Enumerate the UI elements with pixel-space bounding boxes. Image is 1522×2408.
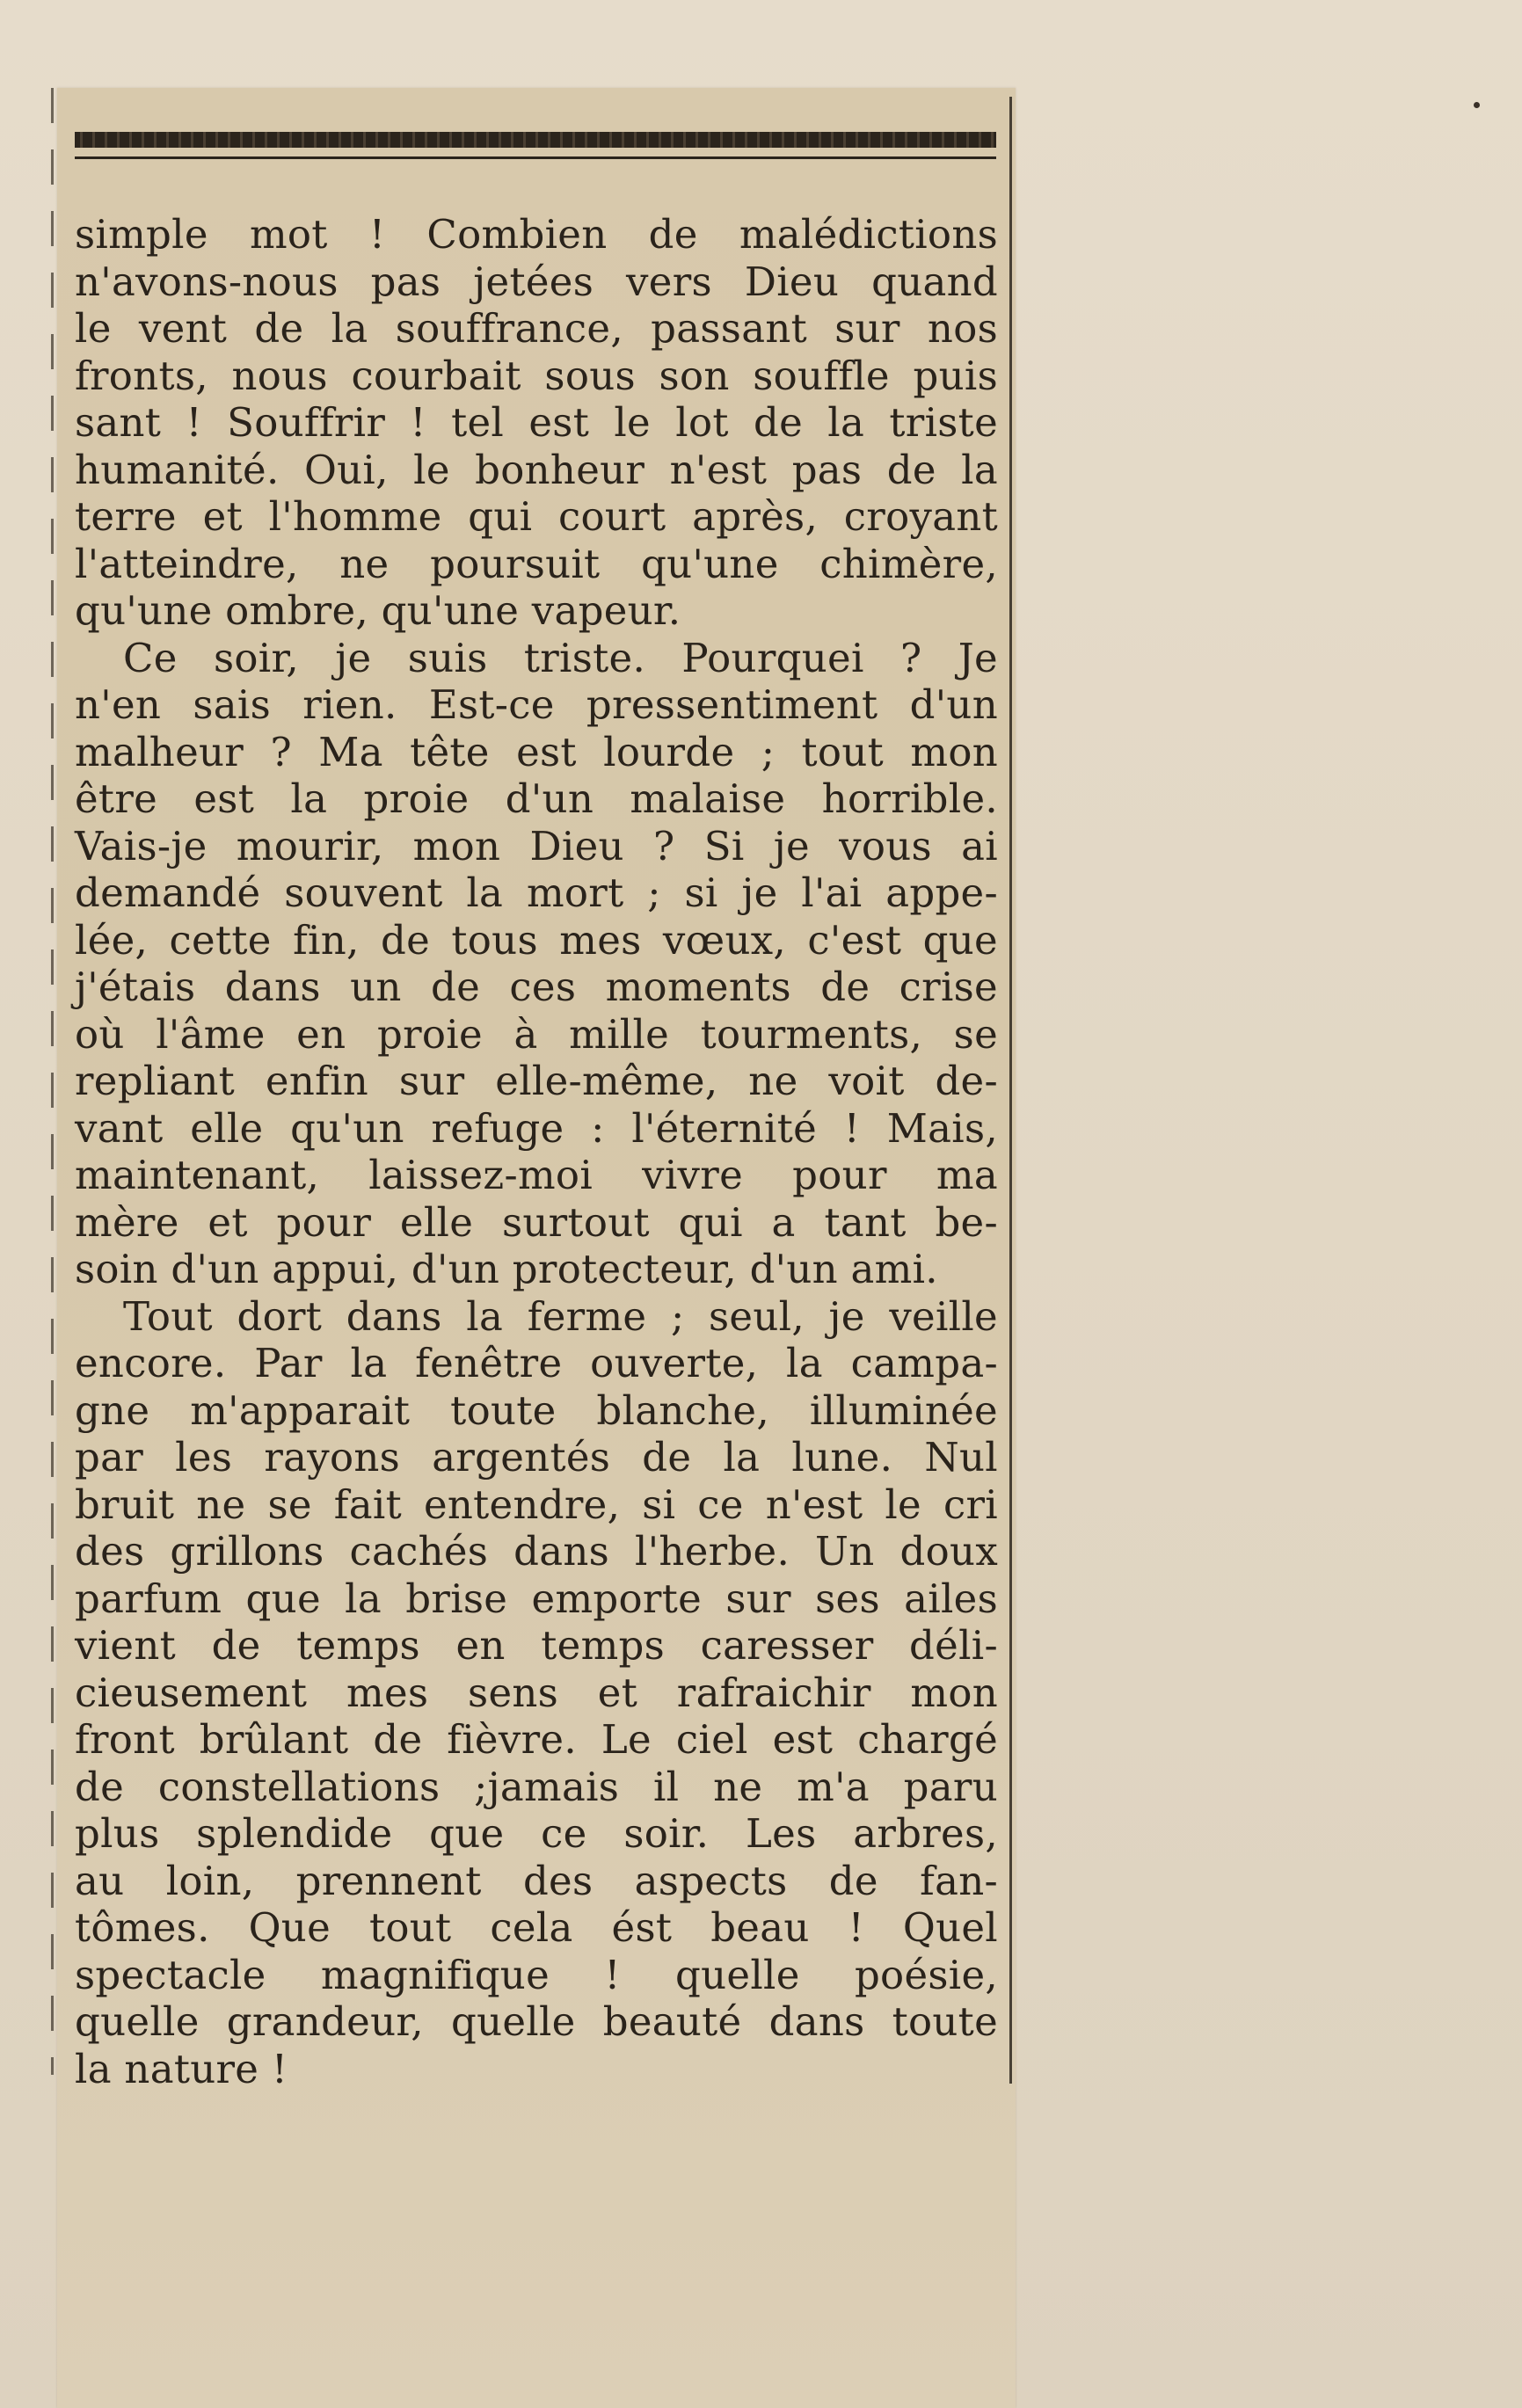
text-line: n'en sais rien. Est-ce pressentiment d'un xyxy=(75,681,998,728)
text-line: par les rayons argentés de la lune. Nul xyxy=(75,1434,998,1480)
text-line: le vent de la souffrance, passant sur nos xyxy=(75,305,998,352)
text-line: humanité. Oui, le bonheur n'est pas de la xyxy=(75,446,998,493)
text-line: n'avons-nous pas jetées vers Dieu quand xyxy=(75,258,998,305)
text-line: plus splendide que ce soir. Les arbres, xyxy=(75,1810,998,1857)
text-line: parfum que la brise emporte sur ses ailes xyxy=(75,1575,998,1622)
text-line: simple mot ! Combien de malédictions xyxy=(75,211,998,258)
text-line: l'atteindre, ne poursuit qu'une chimère, xyxy=(75,540,998,587)
text-line: vant elle qu'un refuge : l'éternité ! Mais, xyxy=(75,1104,998,1152)
text-line: de constellations ;jamais il ne m'a paru xyxy=(75,1763,998,1810)
column-rule xyxy=(1009,97,1012,2084)
text-line: malheur ? Ma tête est lourde ; tout mon xyxy=(75,728,998,775)
stray-mark xyxy=(1474,102,1480,108)
text-line: quelle grandeur, quelle beauté dans toute xyxy=(75,1998,998,2045)
paragraph-3 xyxy=(75,1293,998,2093)
text-line: bruit ne se fait entendre, si ce n'est le cri xyxy=(75,1480,998,1528)
text-line: tômes. Que tout cela ést beau ! Quel xyxy=(75,1904,998,1951)
text-line: être est la proie d'un malaise horrible. xyxy=(75,775,998,822)
text-line: soin d'un appui, d'un protecteur, d'un ami. xyxy=(75,1246,938,1292)
text-line: lée, cette fin, de tous mes vœux, c'est que xyxy=(75,916,998,964)
text-line: vient de temps en temps caresser déli- xyxy=(75,1622,998,1669)
paragraph-1 xyxy=(75,211,998,635)
text-column xyxy=(75,211,998,2092)
text-line: fronts, nous courbait sous son souffle puis xyxy=(75,352,998,399)
ornamental-header-band xyxy=(75,132,996,148)
text-line: qu'une ombre, qu'une vapeur. xyxy=(75,587,681,634)
text-line: la nature ! xyxy=(75,2045,288,2092)
text-line: mère et pour elle surtout qui a tant be- xyxy=(75,1198,998,1246)
text-line: maintenant, laissez-moi vivre pour ma xyxy=(75,1152,998,1198)
text-line: terre et l'homme qui court après, croyant xyxy=(75,493,998,540)
paragraph-2 xyxy=(75,635,998,1293)
header-rule xyxy=(75,156,996,159)
text-line: au loin, prennent des aspects de fan- xyxy=(75,1857,998,1904)
text-line: repliant enfin sur elle-même, ne voit de- xyxy=(75,1058,998,1104)
text-line: Ce soir, je suis triste. Pourquei ? Je xyxy=(123,634,998,681)
text-line: des grillons cachés dans l'herbe. Un doux xyxy=(75,1528,998,1575)
clipping-left-edge xyxy=(51,88,54,2075)
text-line: j'étais dans un de ces moments de crise xyxy=(75,964,998,1010)
text-line: où l'âme en proie à mille tourments, se xyxy=(75,1010,998,1058)
text-line: Vais-je mourir, mon Dieu ? Si je vous ai xyxy=(75,822,998,869)
text-line: encore. Par la fenêtre ouverte, la campa- xyxy=(75,1340,998,1386)
text-line: front brûlant de fièvre. Le ciel est chargé xyxy=(75,1716,998,1763)
text-line: spectacle magnifique ! quelle poésie, xyxy=(75,1951,998,1998)
text-line: demandé souvent la mort ; si je l'ai appe- xyxy=(75,869,998,916)
text-line: cieusement mes sens et rafraichir mon xyxy=(75,1669,998,1716)
text-line: gne m'apparait toute blanche, illuminée xyxy=(75,1386,998,1434)
text-line: Tout dort dans la ferme ; seul, je veille xyxy=(123,1292,998,1340)
text-line: sant ! Souffrir ! tel est le lot de la triste xyxy=(75,399,998,446)
